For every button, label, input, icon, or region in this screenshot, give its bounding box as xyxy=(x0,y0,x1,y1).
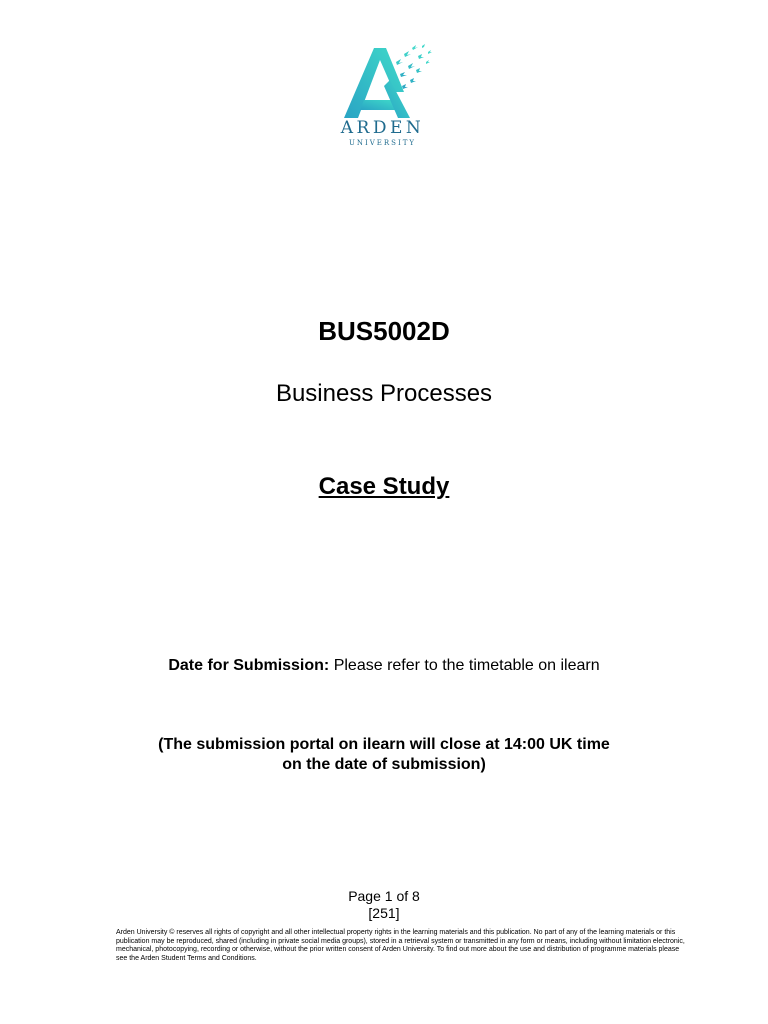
arden-logo-mark-icon xyxy=(330,40,435,120)
page-number: Page 1 of 8 xyxy=(348,888,420,904)
course-code: BUS5002D xyxy=(318,316,450,346)
submission-date-line xyxy=(0,655,768,677)
submission-date-label: Date for Submission: xyxy=(168,657,330,674)
logo-wordmark: ARDEN xyxy=(340,118,425,138)
document-reference: [251] xyxy=(368,905,400,921)
portal-note-line-2: on the date of submission) xyxy=(282,756,486,773)
portal-note-line-1: (The submission portal on ilearn will close at 14:00 UK time xyxy=(158,736,610,753)
arden-university-logo xyxy=(330,40,435,152)
portal-closing-note xyxy=(0,735,768,775)
document-type-heading: Case Study xyxy=(318,473,450,500)
submission-date-value: Please refer to the timetable on ilearn xyxy=(333,657,600,674)
course-name: Business Processes xyxy=(275,380,493,407)
copyright-notice: Arden University © reserves all rights of copyright and all other intellectual property rights in the learning materials and this publication. No part of any of the learning materials or this publication may be reproduced, shared (including in private social media groups), stored in a retrieval system or transmitted in any form or means, including without limitation electronic, mechanical, photocopying, recording or otherwise, without the prior written consent of Arden University. To find out more about the use and distribution of programme materials please see the Arden Student Terms and Conditions. xyxy=(116,929,685,962)
logo-subtitle: UNIVERSITY xyxy=(348,139,417,147)
